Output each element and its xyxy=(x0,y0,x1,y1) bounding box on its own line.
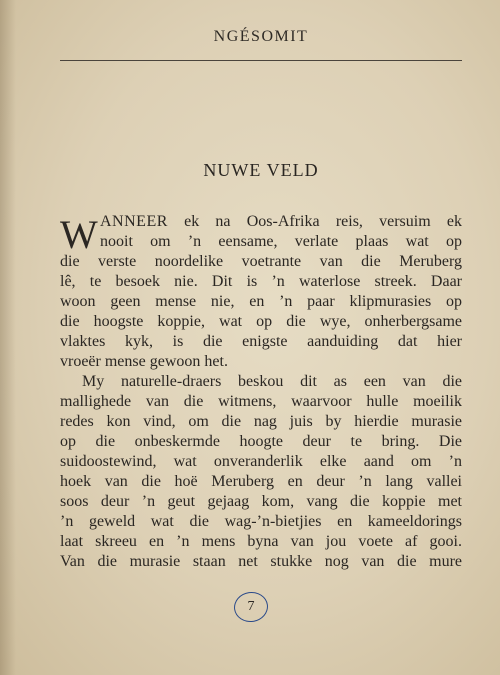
text-line: redes kon vind, om die nag juis by hierdie murasie xyxy=(60,413,462,430)
text-line-1 xyxy=(60,212,462,232)
running-head: NGÉSOMIT xyxy=(213,28,309,45)
text-line: mallighede van die witmens, waarvoor hulle moeilik xyxy=(60,393,462,410)
text-line: laat skreeu en ’n mens byna van jou voete af gooi. xyxy=(60,533,462,550)
first-word: ANNEER xyxy=(100,213,168,230)
text-line: die verste noordelike voetrante van die Meruberg xyxy=(60,253,462,270)
gutter-shadow xyxy=(0,0,16,675)
text-line: Van die murasie staan net stukke nog van die mure xyxy=(60,553,462,570)
text-line: vroeër mense gewoon het. xyxy=(60,353,228,370)
text-line: hoek van die hoë Meruberg en deur ’n lang vallei xyxy=(60,473,462,490)
header-rule xyxy=(60,60,462,61)
body-text xyxy=(60,212,462,572)
text-line: My naturelle-draers beskou dit as een van die xyxy=(82,373,462,390)
text-line: lê, te besoek nie. Dit is ’n waterlose streek. Daar xyxy=(60,273,462,290)
text-line: suidoostewind, wat onveranderlik elke aand om ’n xyxy=(60,453,462,470)
text-line: die hoogste koppie, wat op die wye, onherbergsame xyxy=(60,313,462,330)
drop-cap: W xyxy=(60,212,98,257)
text-line: ’n geweld wat die wag-’n-bietjies en kameeldorings xyxy=(60,513,462,530)
text-line: woon geen mense nie, en ’n paar klipmurasies op xyxy=(60,293,462,310)
chapter-title: NUWE VELD xyxy=(203,160,319,180)
text-line: op die onbeskermde hoogte deur te bring. Die xyxy=(60,433,462,450)
text-line: soos deur ’n geut gejaag kom, vang die koppie met xyxy=(60,493,462,510)
text-line: vlaktes kyk, is die enigste aanduiding dat hier xyxy=(60,333,462,350)
text-line: nooit om ’n eensame, verlate plaas wat op xyxy=(100,233,462,250)
page-number: 7 xyxy=(247,599,255,614)
first-line-rest: ek na Oos-Afrika reis, versuim ek xyxy=(167,213,462,230)
